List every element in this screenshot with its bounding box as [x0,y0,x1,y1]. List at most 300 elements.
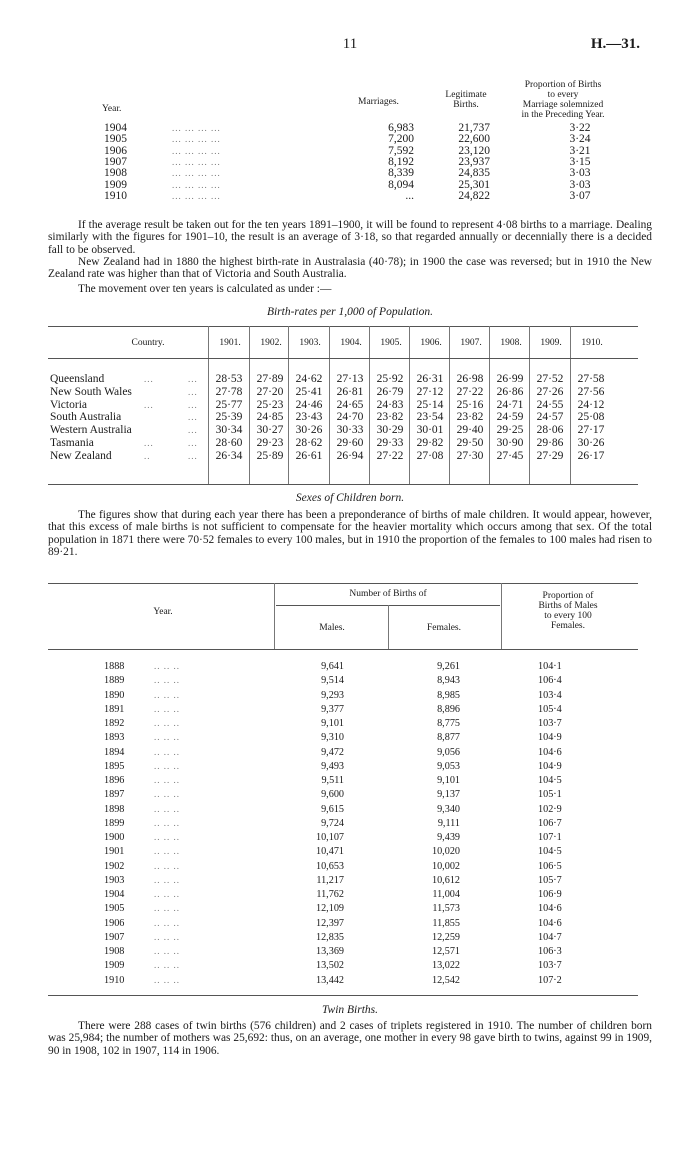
year-cell: 1905 [104,903,125,915]
marriages-cell: 7,200 [388,133,414,146]
year-cell: 1908 [104,167,127,180]
marriages-cell: 6,983 [388,122,414,134]
rate-cell: 25·92 [376,373,404,385]
year-cell: 1894 [104,746,125,758]
leader-dots: .. .. .. [154,946,180,956]
country-cell: Victoria [50,398,87,411]
marriages-cell: 7,592 [388,144,414,157]
table-row [48,400,638,412]
year-cell: 1907 [104,155,127,168]
marriages-cell: 8,339 [388,167,414,180]
table-row [100,168,620,179]
leader-dots: ... [144,438,154,448]
leader-dots: .. .. .. [154,917,180,928]
table-row [100,123,620,134]
table-row [48,675,638,686]
females-cell: 12,571 [431,946,460,957]
females-cell: 8,877 [437,732,460,744]
table-row [48,903,638,914]
year-header: 1909. [540,338,562,348]
females-cell: 11,004 [432,889,460,900]
proportion-cell: 3·03 [569,167,591,180]
rate-cell: 23·43 [295,411,323,424]
prop-line: to every 100 [544,611,592,621]
males-cell: 9,514 [321,675,344,687]
males-cell: 9,310 [321,732,344,744]
proportion-cell: 107·2 [538,974,562,986]
leader-dots: .. .. .. [154,689,180,700]
year-header: 1905. [380,338,402,348]
births-cell: 25,301 [458,178,490,191]
table-rule [48,649,638,650]
table-row [48,747,638,758]
males-cell: 9,472 [321,746,344,758]
leader-dots: .. .. .. [154,903,180,914]
year-header: Year. [153,607,173,617]
rate-cell: 28·06 [536,424,564,437]
table-row [48,775,638,786]
proportion-cell: 3·24 [569,133,591,146]
rate-cell: 26·94 [336,449,364,462]
leader-dots: .. .. .. [154,817,180,828]
proportion-cell: 104·1 [538,661,562,672]
year-cell: 1889 [104,675,125,687]
proportion-cell: 3·07 [569,189,591,202]
year-cell: 1907 [104,931,125,943]
males-cell: 9,101 [321,718,344,729]
table-row [48,451,638,463]
rate-cell: 26·99 [496,373,524,385]
paragraph-average: If the average result be taken out for the ten years 1891–1900, it will be found to represent 4·08 births to a marriage. Dealing similarly with the figures for 1901–10, the result is an average of 3·18, so that regarded annually or decennially there is a decided fall to be observed. [48,219,652,256]
rate-cell: 27·26 [536,385,564,398]
rate-cell: 23·82 [456,411,484,424]
males-cell: 13,369 [315,946,344,957]
proportion-cell: 103·7 [538,718,562,729]
table-vrule [501,583,502,649]
leader-dots: ... ... ... ... [172,145,221,156]
rate-cell: 27·17 [577,424,605,437]
males-cell: 9,511 [321,775,344,786]
rate-cell: 28·60 [215,437,243,449]
rate-cell: 27·22 [376,449,404,462]
rate-cell: 24·12 [577,398,605,411]
year-cell: 1895 [104,760,125,772]
rate-cell: 24·70 [336,411,364,424]
females-cell: 9,053 [437,760,460,772]
females-cell: 9,101 [437,775,460,786]
paragraph-new-zealand: New Zealand had in 1880 the highest birth-rate in Australasia (40·78); in 1900 the case was reversed; but in 1910 the New Zealand rate was higher than that of Victoria and South Australia. [48,256,652,281]
leader-dots: ... [188,425,198,436]
males-cell: 9,615 [321,803,344,815]
table-row [100,191,620,202]
proportion-cell: 104·6 [538,917,562,929]
proportion-cell: 3·15 [569,155,591,168]
rate-cell: 30·26 [577,437,605,449]
table-row [48,412,638,424]
leader-dots: ... ... ... ... [172,123,221,133]
rate-cell: 24·59 [496,411,524,424]
leader-dots: .. .. .. [154,789,180,800]
table-row [48,804,638,815]
females-cell: 8,943 [437,675,460,687]
males-cell: 11,762 [316,889,344,900]
proportion-cell: 104·6 [538,903,562,915]
leader-dots: ... ... ... ... [172,134,221,145]
document-reference: H.—31. [590,36,640,52]
leader-dots: .. .. .. [154,931,180,942]
year-cell: 1904 [104,889,125,900]
rate-cell: 27·13 [336,373,364,385]
year-header: 1906. [420,338,442,348]
leader-dots: .. .. .. [154,846,180,857]
rate-cell: 29·86 [536,437,564,449]
prop-line: to every [547,90,579,100]
marriages-cell: 8,094 [388,178,414,191]
leader-dots: ... [188,450,198,461]
rate-cell: 30·90 [496,437,524,449]
table-row [48,975,638,986]
births-cell: 22,600 [458,133,490,146]
rate-cell: 25·41 [295,385,323,398]
proportion-cell: 105·7 [538,874,562,886]
males-cell: 13,502 [315,960,344,972]
table-row [48,818,638,829]
males-cell: 10,107 [315,832,344,843]
birth-rates-caption: Birth-rates per 1,000 of Population. [266,306,434,318]
males-cell: 12,109 [315,903,344,915]
prop-line: Marriage solemnized [522,100,604,110]
females-cell: 12,542 [431,974,460,986]
rate-cell: 24·57 [536,411,564,424]
year-cell: 1898 [104,803,125,815]
proportion-cell: 3·03 [569,178,591,191]
rate-cell: 25·89 [256,449,284,462]
leader-dots: ... ... ... ... [172,168,221,179]
males-cell: 9,600 [321,789,344,801]
females-cell: 9,340 [437,803,460,815]
year-header: 1904. [340,338,362,348]
table-row [48,960,638,971]
leader-dots: .. .. .. [154,718,180,728]
twins-caption: Twin Births. [321,1004,379,1016]
country-cell: Western Australia [50,424,132,437]
table-row [48,861,638,872]
country-header: Country. [131,338,165,348]
females-cell: 9,439 [437,832,460,843]
rate-cell: 28·53 [215,373,243,385]
leader-dots: ... [188,399,198,410]
proportion-cell: 105·1 [538,789,562,801]
table-row [48,946,638,957]
year-header: 1902. [260,338,282,348]
table-row [100,134,620,145]
col-year-header: Year. [102,104,122,114]
paragraph-sexes: The figures show that during each year there has been a preponderance of births of male children. It would appear, however, that this excess of male births is not sufficient to compensate for the heavier mortality which occurs among that sex. Of the total population in 1871 there were 70·52 females to every 100 males, but in 1910 the proportion of the females to 100 males had risen to 89·21. [48,509,652,559]
year-cell: 1905 [104,133,127,146]
proportion-cell: 104·9 [538,760,562,772]
paragraph-twins: There were 288 cases of twin births (576 children) and 2 cases of triplets registered in 1910. The number of children born was 25,984; the number of mothers was 25,692: thus, on an average, one mother in every 98 gave birth to twins, against 99 in 1909, 90 in 1908, 102 in 1907, 114 in 1906. [48,1020,652,1057]
leader-dots: ... [188,438,198,448]
table-vrule [388,605,389,649]
rate-cell: 25·23 [256,398,284,411]
females-header: Females. [426,623,462,633]
females-cell: 12,259 [431,931,460,943]
females-cell: 8,896 [437,703,460,715]
year-cell: 1896 [104,775,125,786]
rate-cell: 28·62 [295,437,323,449]
leader-dots: ... [188,412,198,423]
table-row [48,789,638,800]
rate-cell: 26·31 [416,373,444,385]
year-cell: 1906 [104,917,125,929]
leader-dots: .. .. .. [154,661,180,671]
year-cell: 1908 [104,946,125,957]
proportion-cell: 107·1 [538,832,562,843]
rate-cell: 27·22 [456,385,484,398]
year-cell: 1910 [104,189,127,202]
males-cell: 13,442 [315,974,344,986]
leader-dots: .. .. .. [154,860,180,871]
rate-cell: 26·98 [456,373,484,385]
rate-cell: 27·52 [536,373,564,385]
males-cell: 11,217 [316,874,344,886]
females-cell: 9,111 [437,817,460,829]
leader-dots: .. .. .. [154,889,180,899]
rate-cell: 24·71 [496,398,524,411]
year-header: 1903. [299,338,321,348]
rate-cell: 27·58 [577,373,605,385]
year-cell: 1892 [104,718,125,729]
table-row [48,425,638,437]
males-cell: 9,724 [321,817,344,829]
rate-cell: 23·54 [416,411,444,424]
year-header: 1901. [219,338,241,348]
table-rule [48,583,638,584]
rate-cell: 25·16 [456,398,484,411]
table-row [48,374,638,386]
table-row [100,180,620,191]
sexes-caption: Sexes of Children born. [295,492,405,504]
year-cell: 1901 [104,846,125,858]
males-cell: 9,377 [321,703,344,715]
males-cell: 10,471 [315,846,344,858]
leader-dots: .. .. .. [154,974,180,985]
births-cell: 24,835 [458,167,490,180]
females-cell: 9,056 [437,746,460,758]
proportion-cell: 105·4 [538,703,562,715]
marriages-cell: ... [405,189,414,202]
table-row [48,438,638,450]
table-row [48,387,638,399]
year-cell: 1890 [104,689,125,701]
proportion-cell: 103·4 [538,689,562,701]
rate-cell: 23·82 [376,411,404,424]
leader-dots: .. .. .. [154,732,180,743]
year-cell: 1897 [104,789,125,801]
country-cell: Queensland [50,373,105,385]
table-rule [48,484,638,485]
rate-cell: 26·61 [295,449,323,462]
rate-cell: 30·29 [376,424,404,437]
rate-cell: 26·79 [376,385,404,398]
leader-dots: ... [188,386,198,397]
year-cell: 1893 [104,732,125,744]
females-cell: 10,002 [431,860,460,872]
table-row [48,761,638,772]
rate-cell: 30·01 [416,424,444,437]
rate-cell: 27·12 [416,385,444,398]
proportion-cell: 102·9 [538,803,562,815]
proportion-cell: 3·21 [569,144,591,157]
males-header: Males. [319,623,345,633]
births-cell: 21,737 [458,122,490,134]
rate-cell: 30·27 [256,424,284,437]
rate-cell: 25·39 [215,411,243,424]
proportion-cell: 106·4 [538,675,562,687]
leader-dots: .. .. .. [154,874,180,885]
females-cell: 9,137 [437,789,460,801]
rate-cell: 24·65 [336,398,364,411]
page-number: 11 [342,36,358,52]
leader-dots: .. .. .. [154,760,180,771]
table-row [48,875,638,886]
table-rule [48,995,638,996]
proportion-cell: 104·9 [538,732,562,744]
year-cell: 1909 [104,960,125,972]
leader-dots: .. .. .. [154,675,180,686]
prop-line: Births of Males [538,601,598,611]
table-rule [48,326,638,327]
year-cell: 1900 [104,832,125,843]
proportion-cell: 106·3 [538,946,562,957]
leader-dots: .. .. .. [154,746,180,757]
table-row [48,661,638,672]
year-cell: 1906 [104,144,127,157]
table-row [48,690,638,701]
country-cell: New Zealand [50,449,112,462]
table-row [48,704,638,715]
males-cell: 10,653 [315,860,344,872]
females-cell: 11,573 [432,903,460,915]
rate-cell: 27·08 [416,449,444,462]
table-vrule [274,583,275,649]
col-proportion-header [504,80,622,120]
rate-cell: 27·29 [536,449,564,462]
leader-dots: ... [144,374,154,384]
rate-cell: 29·82 [416,437,444,449]
proportion-cell: 104·5 [538,775,562,786]
proportion-cell: 104·6 [538,746,562,758]
year-header: 1908. [500,338,522,348]
females-cell: 10,612 [431,874,460,886]
table-row [48,732,638,743]
males-cell: 9,293 [321,689,344,701]
females-cell: 9,261 [437,661,460,672]
year-cell: 1903 [104,874,125,886]
rate-cell: 24·46 [295,398,323,411]
rate-cell: 24·62 [295,373,323,385]
leader-dots: ... [188,374,198,384]
males-cell: 12,835 [315,931,344,943]
rate-cell: 30·26 [295,424,323,437]
rate-cell: 26·81 [336,385,364,398]
rate-cell: 27·45 [496,449,524,462]
rate-cell: 25·77 [215,398,243,411]
leader-dots: ... [144,399,154,410]
proportion-cell: 106·7 [538,817,562,829]
marriages-cell: 8,192 [388,155,414,168]
table-row [48,718,638,729]
births-cell: 24,822 [458,189,490,202]
number-births-header: Number of Births of [349,589,427,599]
rate-cell: 29·60 [336,437,364,449]
males-cell: 9,493 [321,760,344,772]
births-cell: 23,120 [458,144,490,157]
rate-cell: 26·34 [215,449,243,462]
year-header: 1907. [460,338,482,348]
leader-dots: .. .. .. [154,775,180,785]
table-row [100,157,620,168]
legit-line: Births. [453,100,479,110]
rate-cell: 30·33 [336,424,364,437]
proportion-cell: 104·5 [538,846,562,858]
leader-dots: .. .. .. [154,832,180,842]
leader-dots: .. .. .. [154,803,180,814]
rate-cell: 30·34 [215,424,243,437]
year-cell: 1902 [104,860,125,872]
males-cell: 12,397 [315,917,344,929]
country-cell: Tasmania [50,437,94,449]
proportion-cell: 106·9 [538,889,562,900]
rate-cell: 27·89 [256,373,284,385]
females-cell: 8,775 [437,718,460,729]
col-marriages-header: Marriages. [358,97,399,107]
year-cell: 1891 [104,703,125,715]
females-cell: 8,985 [437,689,460,701]
females-cell: 13,022 [431,960,460,972]
country-cell: New South Wales [50,385,132,398]
rate-cell: 29·25 [496,424,524,437]
paragraph-movement: The movement over ten years is calculated as under :— [78,283,332,295]
leader-dots: .. [144,450,151,461]
rate-cell: 26·86 [496,385,524,398]
proportion-cell: 103·7 [538,960,562,972]
year-header: 1910. [581,338,603,348]
leader-dots: .. .. .. [154,960,180,971]
year-cell: 1910 [104,974,125,986]
males-cell: 9,641 [321,661,344,672]
proportion-header [503,591,633,631]
rate-cell: 29·33 [376,437,404,449]
rate-cell: 29·23 [256,437,284,449]
leader-dots: .. .. .. [154,703,180,714]
proportion-cell: 3·22 [569,122,591,134]
females-cell: 10,020 [431,846,460,858]
table-row [100,146,620,157]
rate-cell: 29·50 [456,437,484,449]
col-legitimate-header [436,90,496,110]
table-row [48,832,638,843]
country-cell: South Australia [50,411,122,424]
year-cell: 1909 [104,178,127,191]
proportion-cell: 106·5 [538,860,562,872]
prop-line: Proportion of Births [524,80,602,90]
table-row [48,889,638,900]
prop-line: Proportion of [542,591,594,601]
rate-cell: 27·20 [256,385,284,398]
table-row [48,918,638,929]
births-cell: 23,937 [458,155,490,168]
